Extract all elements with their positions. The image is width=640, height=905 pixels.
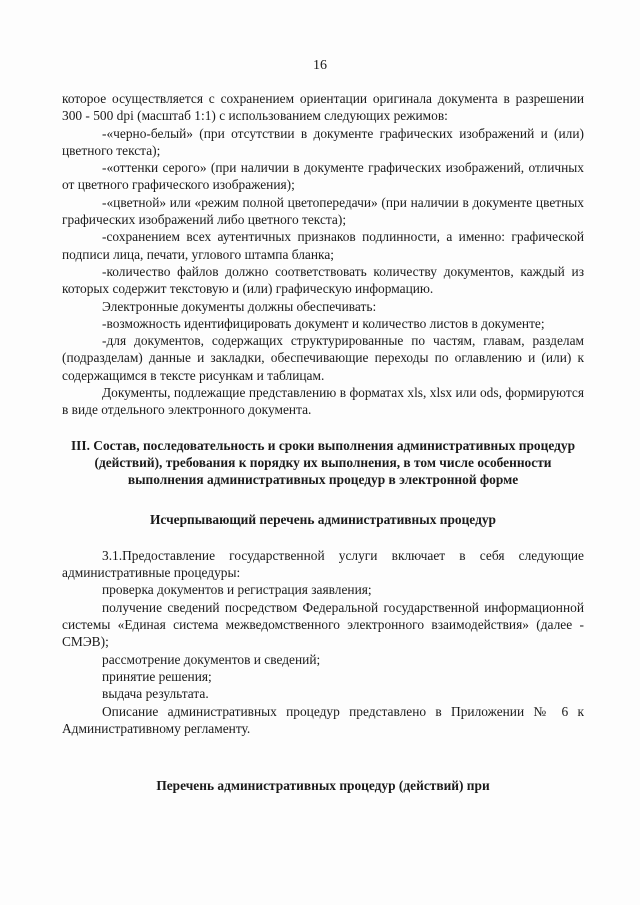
sub-heading: Исчерпывающий перечень административных процедур [149, 511, 496, 527]
paragraph: принятие решения; [102, 668, 212, 684]
paragraph: проверка документов и регистрация заявления; [102, 582, 372, 598]
paragraph: -«черно-белый» (при отсутствии в документе графических изображений и (или) цветного текста); [62, 125, 584, 158]
paragraph: Описание административных процедур представлено в Приложении № 6 к Административному регламенту. [62, 703, 584, 736]
paragraph: -количество файлов должно соответствовать количеству документов, каждый из которых содержит текстовую и (или) графическую информацию. [62, 263, 584, 297]
paragraph: -для документов, содержащих структурированные по частям, главам, разделам (подразделам) данные и закладки, обеспечивающие переходы по оглавлению и (или) к содержащимся в тексте рисункам и таблицам. [62, 333, 584, 383]
paragraph: 3.1.Предоставление государственной услуги включает в себя следующие административные процедуры: [62, 547, 584, 581]
document-body [62, 90, 584, 794]
section-heading: III. Состав, последовательность и сроки выполнения административных процедур (действий), требования к порядку их выполнения, в том числе особенности выполнения административных процедур в электронной форме [70, 437, 576, 488]
paragraph: -возможность идентифицировать документ и количество листов в документе; [102, 315, 545, 331]
paragraph: -«цветной» или «режим полной цветопередачи» (при наличии в документе цветных графических изображений либо цветного текста); [62, 194, 584, 228]
paragraph: выдача результата. [102, 686, 209, 702]
paragraph: -сохранением всех аутентичных признаков подлинности, а именно: графической подписи лица, печати, углового штампа бланка; [62, 229, 584, 262]
paragraph: Электронные документы должны обеспечивать: [102, 298, 377, 314]
paragraph: рассмотрение документов и сведений; [102, 651, 321, 667]
page-number: 16 [313, 58, 327, 73]
final-heading: Перечень административных процедур (действий) при [156, 778, 490, 794]
paragraph: Документы, подлежащие представлению в форматах xls, xlsx или ods, формируются в виде отдельного электронного документа. [62, 385, 584, 418]
paragraph: -«оттенки серого» (при наличии в документе графических изображений, отличных от цветного графического изображения); [62, 160, 584, 193]
paragraph: получение сведений посредством Федеральной государственной информационной системы «Единая система межведомственного электронного взаимодействия» (далее - СМЭВ); [62, 599, 584, 650]
paragraph: которое осуществляется с сохранением ориентации оригинала документа в разрешении 300 - 500 dpi (масштаб 1:1) с использованием следующих режимов: [62, 91, 584, 124]
